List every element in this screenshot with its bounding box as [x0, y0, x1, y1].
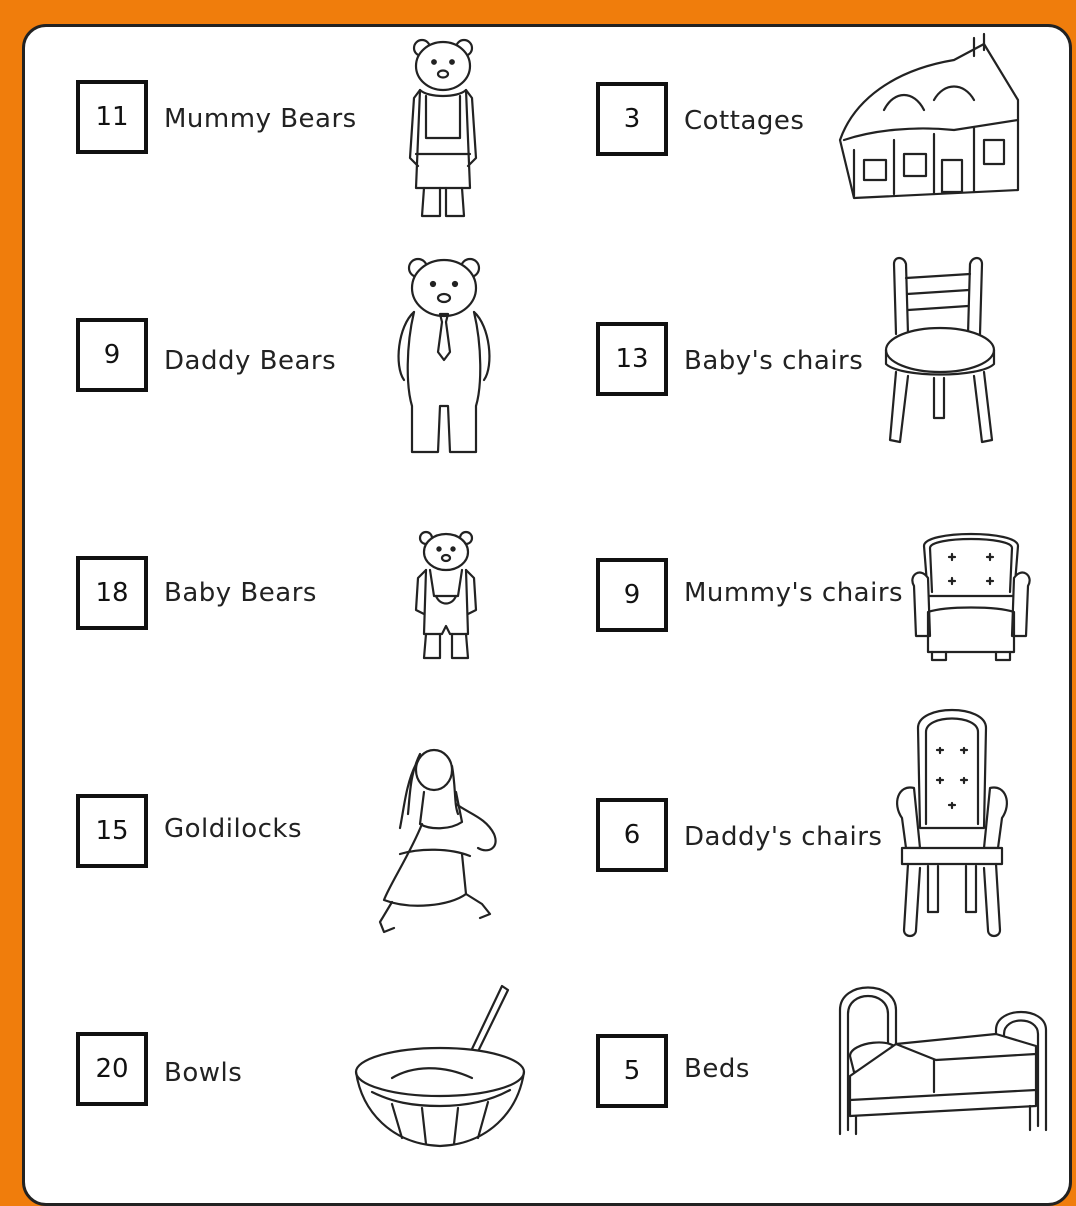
count-box-mummy-bears: [76, 80, 148, 154]
bed-icon: [836, 980, 1050, 1138]
count-box-cottages: [596, 82, 668, 156]
count-box-daddys-chairs: [596, 798, 668, 872]
count-box-mummys-chairs: [596, 558, 668, 632]
baby-bear-icon: [412, 530, 480, 662]
count-box-daddy-bears: [76, 318, 148, 392]
count-value: 13: [615, 344, 649, 374]
count-value: 9: [103, 340, 121, 370]
bowl-icon: [352, 982, 530, 1150]
count-value: 20: [95, 1054, 129, 1084]
mummy-chair-icon: [906, 526, 1036, 662]
mummy-bear-icon: [400, 38, 486, 222]
item-label-goldilocks: Goldilocks: [164, 814, 303, 844]
count-value: 5: [623, 1056, 641, 1086]
daddy-chair-icon: [892, 708, 1012, 940]
count-value: 3: [623, 104, 641, 134]
item-label-mummys-chairs: Mummy's chairs: [684, 578, 904, 608]
count-value: 15: [95, 816, 129, 846]
count-box-baby-bears: [76, 556, 148, 630]
item-label-cottages: Cottages: [684, 106, 805, 136]
item-label-daddy-bears: Daddy Bears: [164, 346, 337, 376]
count-value: 6: [623, 820, 641, 850]
baby-chair-icon: [880, 254, 1004, 450]
item-label-daddys-chairs: Daddy's chairs: [684, 822, 883, 852]
goldilocks-icon: [370, 744, 508, 940]
daddy-bear-icon: [390, 256, 498, 458]
count-value: 11: [95, 102, 129, 132]
cottage-icon: [834, 30, 1024, 202]
item-label-baby-bears: Baby Bears: [164, 578, 317, 608]
count-box-bowls: [76, 1032, 148, 1106]
item-label-bowls: Bowls: [164, 1058, 243, 1088]
count-value: 18: [95, 578, 129, 608]
count-value: 9: [623, 580, 641, 610]
count-box-beds: [596, 1034, 668, 1108]
item-label-beds: Beds: [684, 1054, 750, 1084]
count-box-goldilocks: [76, 794, 148, 868]
item-label-babys-chairs: Baby's chairs: [684, 346, 864, 376]
item-label-mummy-bears: Mummy Bears: [164, 104, 357, 134]
count-box-babys-chairs: [596, 322, 668, 396]
